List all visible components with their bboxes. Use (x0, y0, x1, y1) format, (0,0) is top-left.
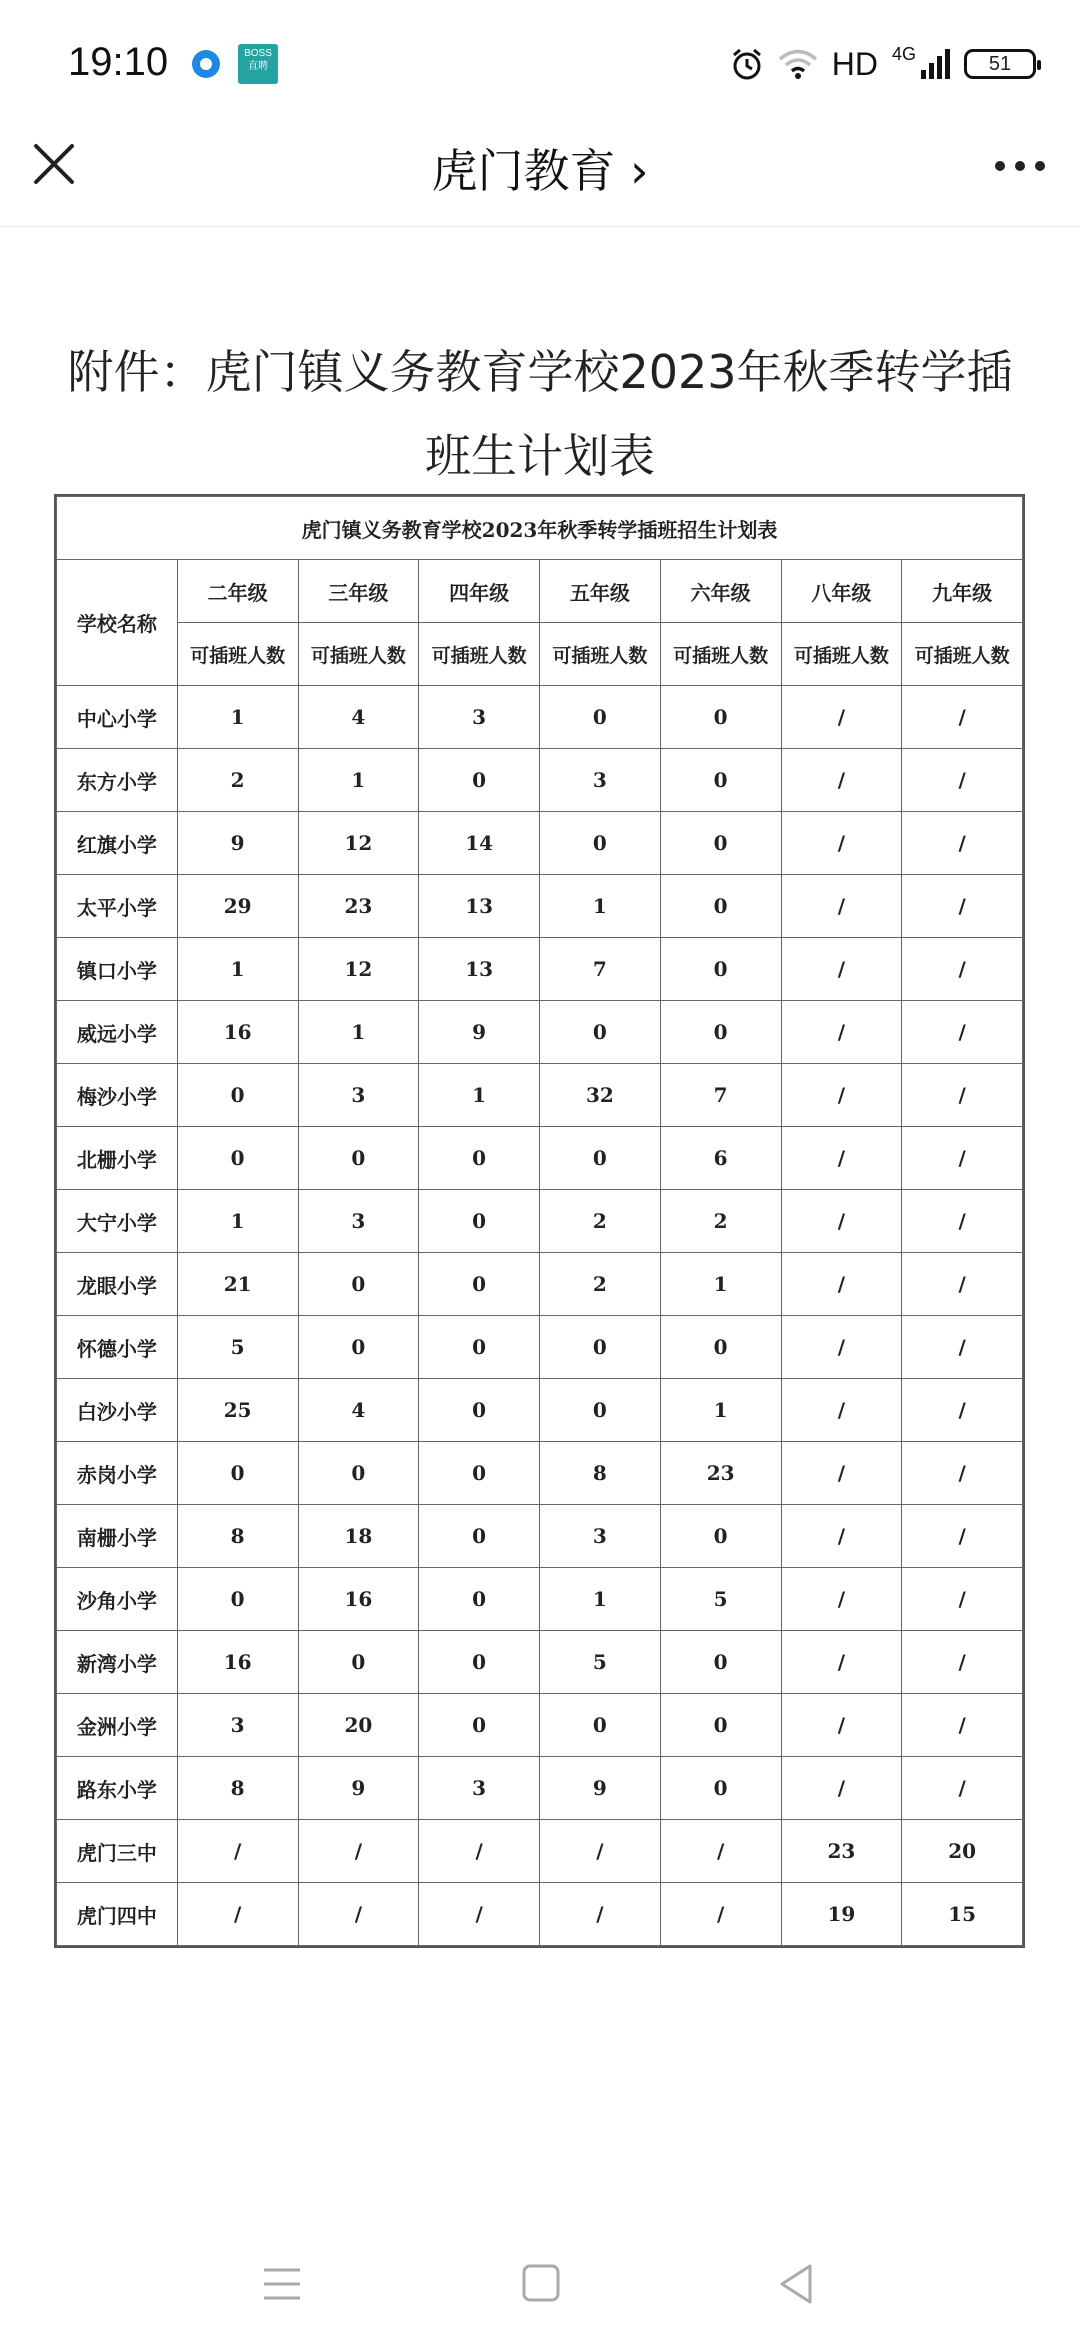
capacity-cell: 20 (902, 1820, 1023, 1883)
capacity-cell: / (902, 1064, 1023, 1127)
capacity-cell: 0 (660, 938, 781, 1001)
capacity-cell: 0 (419, 1631, 540, 1694)
school-name-cell: 南栅小学 (57, 1505, 178, 1568)
capacity-cell: 23 (298, 875, 419, 938)
school-name-cell: 金洲小学 (57, 1694, 178, 1757)
capacity-cell: / (902, 749, 1023, 812)
capacity-cell: 9 (177, 812, 298, 875)
capacity-cell: 1 (177, 1190, 298, 1253)
capacity-cell: 0 (660, 1757, 781, 1820)
back-icon[interactable] (766, 2254, 826, 2314)
capacity-cell: 1 (419, 1064, 540, 1127)
capacity-cell: 0 (660, 1001, 781, 1064)
capacity-cell: 13 (419, 938, 540, 1001)
capacity-cell: 0 (298, 1442, 419, 1505)
home-icon[interactable] (510, 2254, 570, 2314)
table-row (57, 686, 1023, 749)
school-name-cell: 路东小学 (57, 1757, 178, 1820)
capacity-cell: / (902, 812, 1023, 875)
grade-header: 六年级 (660, 560, 781, 623)
capacity-cell: 7 (540, 938, 661, 1001)
capacity-cell: / (781, 1064, 902, 1127)
school-name-cell: 怀德小学 (57, 1316, 178, 1379)
table-row (57, 1883, 1023, 1946)
school-name-cell: 新湾小学 (57, 1631, 178, 1694)
capacity-header: 可插班人数 (298, 623, 419, 686)
capacity-cell: 0 (177, 1064, 298, 1127)
capacity-cell: / (781, 812, 902, 875)
capacity-cell: / (781, 1127, 902, 1190)
boss-app-icon: BOSS 直聘 (238, 44, 278, 84)
capacity-cell: 0 (540, 1379, 661, 1442)
capacity-cell: 3 (540, 1505, 661, 1568)
capacity-cell: / (902, 1694, 1023, 1757)
capacity-cell: 8 (540, 1442, 661, 1505)
capacity-cell: / (902, 1631, 1023, 1694)
table-row (57, 1820, 1023, 1883)
capacity-cell: 9 (419, 1001, 540, 1064)
grade-header: 八年级 (781, 560, 902, 623)
capacity-cell: 0 (660, 1631, 781, 1694)
table-row (57, 1316, 1023, 1379)
capacity-cell: 0 (660, 1316, 781, 1379)
capacity-cell: 3 (298, 1190, 419, 1253)
school-name-cell: 中心小学 (57, 686, 178, 749)
capacity-cell: 4 (298, 1379, 419, 1442)
capacity-cell: / (660, 1883, 781, 1946)
capacity-cell: / (781, 938, 902, 1001)
capacity-header: 可插班人数 (781, 623, 902, 686)
capacity-cell: / (902, 1001, 1023, 1064)
grade-header: 二年级 (177, 560, 298, 623)
capacity-cell: / (902, 1190, 1023, 1253)
battery-level: 51 (988, 52, 1012, 75)
capacity-cell: / (902, 686, 1023, 749)
capacity-cell: / (781, 1190, 902, 1253)
capacity-cell: 16 (177, 1631, 298, 1694)
system-nav-bar (0, 2240, 1080, 2340)
capacity-cell: 32 (540, 1064, 661, 1127)
capacity-cell: 3 (419, 686, 540, 749)
capacity-cell: / (902, 1505, 1023, 1568)
capacity-cell: 1 (177, 686, 298, 749)
capacity-cell: / (902, 1379, 1023, 1442)
capacity-cell: / (540, 1883, 661, 1946)
capacity-cell: / (177, 1820, 298, 1883)
capacity-cell: / (540, 1820, 661, 1883)
table-row (57, 1253, 1023, 1316)
school-name-cell: 虎门三中 (57, 1820, 178, 1883)
capacity-cell: 14 (419, 812, 540, 875)
capacity-cell: 9 (540, 1757, 661, 1820)
capacity-cell: 1 (660, 1379, 781, 1442)
capacity-cell: 1 (540, 875, 661, 938)
hd-indicator: HD (831, 45, 878, 82)
capacity-cell: / (781, 686, 902, 749)
capacity-cell: 6 (660, 1127, 781, 1190)
capacity-cell: / (902, 1127, 1023, 1190)
capacity-cell: 2 (540, 1190, 661, 1253)
capacity-cell: / (177, 1883, 298, 1946)
capacity-cell: / (902, 938, 1023, 1001)
capacity-cell: 0 (419, 749, 540, 812)
capacity-cell: 5 (177, 1316, 298, 1379)
capacity-cell: 0 (419, 1568, 540, 1631)
capacity-cell: 0 (660, 1505, 781, 1568)
school-name-cell: 龙眼小学 (57, 1253, 178, 1316)
capacity-cell: 13 (419, 875, 540, 938)
school-name-cell: 威远小学 (57, 1001, 178, 1064)
plan-table-image (54, 494, 1025, 1948)
capacity-cell: / (781, 1631, 902, 1694)
table-caption: 虎门镇义务教育学校2023年秋季转学插班招生计划表 (57, 497, 1023, 560)
status-bar (0, 0, 1080, 130)
capacity-cell: 15 (902, 1883, 1023, 1946)
capacity-cell: / (781, 1379, 902, 1442)
capacity-cell: 1 (540, 1568, 661, 1631)
capacity-cell: 0 (660, 686, 781, 749)
capacity-cell: 0 (540, 1694, 661, 1757)
capacity-cell: 12 (298, 812, 419, 875)
status-icons (730, 44, 1036, 84)
school-name-cell: 白沙小学 (57, 1379, 178, 1442)
capacity-cell: 0 (177, 1442, 298, 1505)
capacity-cell: / (781, 1505, 902, 1568)
grade-header: 四年级 (419, 560, 540, 623)
table-row (57, 1064, 1023, 1127)
capacity-cell: 0 (660, 812, 781, 875)
school-name-cell: 赤岗小学 (57, 1442, 178, 1505)
capacity-cell: 0 (419, 1127, 540, 1190)
table-row (57, 1757, 1023, 1820)
capacity-cell: / (419, 1820, 540, 1883)
table-row (57, 938, 1023, 1001)
capacity-cell: / (660, 1820, 781, 1883)
menu-icon[interactable] (252, 2254, 312, 2314)
table-row (57, 1001, 1023, 1064)
capacity-cell: 18 (298, 1505, 419, 1568)
capacity-cell: / (781, 1757, 902, 1820)
capacity-cell: / (298, 1883, 419, 1946)
capacity-cell: 21 (177, 1253, 298, 1316)
table-row (57, 875, 1023, 938)
capacity-cell: 0 (540, 812, 661, 875)
table-row (57, 1442, 1023, 1505)
capacity-cell: 29 (177, 875, 298, 938)
capacity-header: 可插班人数 (660, 623, 781, 686)
signal-icon (920, 48, 950, 80)
school-name-cell: 太平小学 (57, 875, 178, 938)
capacity-cell: 5 (660, 1568, 781, 1631)
capacity-cell: 25 (177, 1379, 298, 1442)
plan-table (56, 496, 1023, 1946)
capacity-cell: 23 (660, 1442, 781, 1505)
page-title[interactable]: 虎门教育 › (431, 144, 649, 198)
capacity-header: 可插班人数 (419, 623, 540, 686)
table-row (57, 1694, 1023, 1757)
wifi-icon (778, 48, 818, 80)
capacity-cell: 2 (660, 1190, 781, 1253)
school-name-cell: 红旗小学 (57, 812, 178, 875)
capacity-cell: 19 (781, 1883, 902, 1946)
school-name-cell: 镇口小学 (57, 938, 178, 1001)
capacity-cell: 23 (781, 1820, 902, 1883)
more-icon[interactable] (990, 136, 1050, 196)
capacity-cell: 9 (298, 1757, 419, 1820)
school-name-cell: 大宁小学 (57, 1190, 178, 1253)
capacity-cell: 0 (298, 1127, 419, 1190)
capacity-cell: / (902, 1568, 1023, 1631)
status-time: 19:10 (68, 40, 169, 84)
capacity-cell: / (781, 1253, 902, 1316)
capacity-cell: 0 (419, 1316, 540, 1379)
table-row (57, 1568, 1023, 1631)
capacity-cell: / (781, 1316, 902, 1379)
capacity-cell: / (781, 1001, 902, 1064)
capacity-cell: 8 (177, 1757, 298, 1820)
capacity-cell: 3 (298, 1064, 419, 1127)
capacity-cell: 5 (540, 1631, 661, 1694)
capacity-cell: 0 (419, 1379, 540, 1442)
grade-header: 五年级 (540, 560, 661, 623)
capacity-cell: 0 (298, 1253, 419, 1316)
table-row (57, 1127, 1023, 1190)
app-notification-icon (192, 50, 220, 78)
capacity-header: 可插班人数 (540, 623, 661, 686)
capacity-header: 可插班人数 (177, 623, 298, 686)
capacity-cell: 2 (177, 749, 298, 812)
capacity-cell: 3 (540, 749, 661, 812)
capacity-cell: 0 (419, 1505, 540, 1568)
capacity-cell: / (781, 1694, 902, 1757)
capacity-cell: 0 (660, 749, 781, 812)
capacity-cell: 0 (177, 1127, 298, 1190)
capacity-cell: / (902, 1316, 1023, 1379)
capacity-cell: 0 (540, 1316, 661, 1379)
article-title: 附件：虎门镇义务教育学校2023年秋季转学插班生计划表 (67, 345, 1013, 483)
alarm-icon (730, 47, 764, 81)
capacity-header: 可插班人数 (902, 623, 1023, 686)
table-row (57, 1379, 1023, 1442)
capacity-cell: / (781, 1568, 902, 1631)
capacity-cell: 0 (419, 1253, 540, 1316)
nav-bar (0, 130, 1080, 227)
capacity-cell: 7 (660, 1064, 781, 1127)
school-name-header: 学校名称 (57, 560, 178, 686)
table-row (57, 1631, 1023, 1694)
capacity-cell: 12 (298, 938, 419, 1001)
capacity-cell: 0 (298, 1316, 419, 1379)
capacity-cell: 0 (660, 1694, 781, 1757)
battery-icon (964, 49, 1036, 79)
school-name-cell: 梅沙小学 (57, 1064, 178, 1127)
school-name-cell: 东方小学 (57, 749, 178, 812)
capacity-cell: / (781, 1442, 902, 1505)
capacity-cell: 1 (298, 749, 419, 812)
capacity-cell: / (419, 1883, 540, 1946)
table-row (57, 1190, 1023, 1253)
capacity-cell: / (902, 1442, 1023, 1505)
capacity-cell: / (781, 875, 902, 938)
capacity-cell: / (902, 1253, 1023, 1316)
capacity-cell: / (902, 1757, 1023, 1820)
capacity-cell: 0 (298, 1631, 419, 1694)
capacity-cell: 3 (177, 1694, 298, 1757)
table-row (57, 812, 1023, 875)
capacity-cell: 0 (419, 1442, 540, 1505)
capacity-cell: 1 (660, 1253, 781, 1316)
capacity-cell: / (781, 749, 902, 812)
school-name-cell: 虎门四中 (57, 1883, 178, 1946)
capacity-cell: 0 (419, 1694, 540, 1757)
capacity-cell: / (902, 875, 1023, 938)
capacity-cell: 0 (540, 1127, 661, 1190)
school-name-cell: 沙角小学 (57, 1568, 178, 1631)
capacity-cell: 0 (540, 686, 661, 749)
capacity-cell: 1 (177, 938, 298, 1001)
capacity-cell: 3 (419, 1757, 540, 1820)
capacity-cell: 16 (177, 1001, 298, 1064)
grade-header: 九年级 (902, 560, 1023, 623)
table-row (57, 1505, 1023, 1568)
network-type: 4G (891, 43, 916, 64)
capacity-cell: 8 (177, 1505, 298, 1568)
school-name-cell: 北栅小学 (57, 1127, 178, 1190)
capacity-cell: 20 (298, 1694, 419, 1757)
capacity-cell: 16 (298, 1568, 419, 1631)
capacity-cell: 0 (540, 1001, 661, 1064)
grade-header: 三年级 (298, 560, 419, 623)
capacity-cell: / (298, 1820, 419, 1883)
capacity-cell: 0 (177, 1568, 298, 1631)
capacity-cell: 2 (540, 1253, 661, 1316)
capacity-cell: 4 (298, 686, 419, 749)
capacity-cell: 0 (660, 875, 781, 938)
capacity-cell: 1 (298, 1001, 419, 1064)
table-row (57, 749, 1023, 812)
capacity-cell: 0 (419, 1190, 540, 1253)
